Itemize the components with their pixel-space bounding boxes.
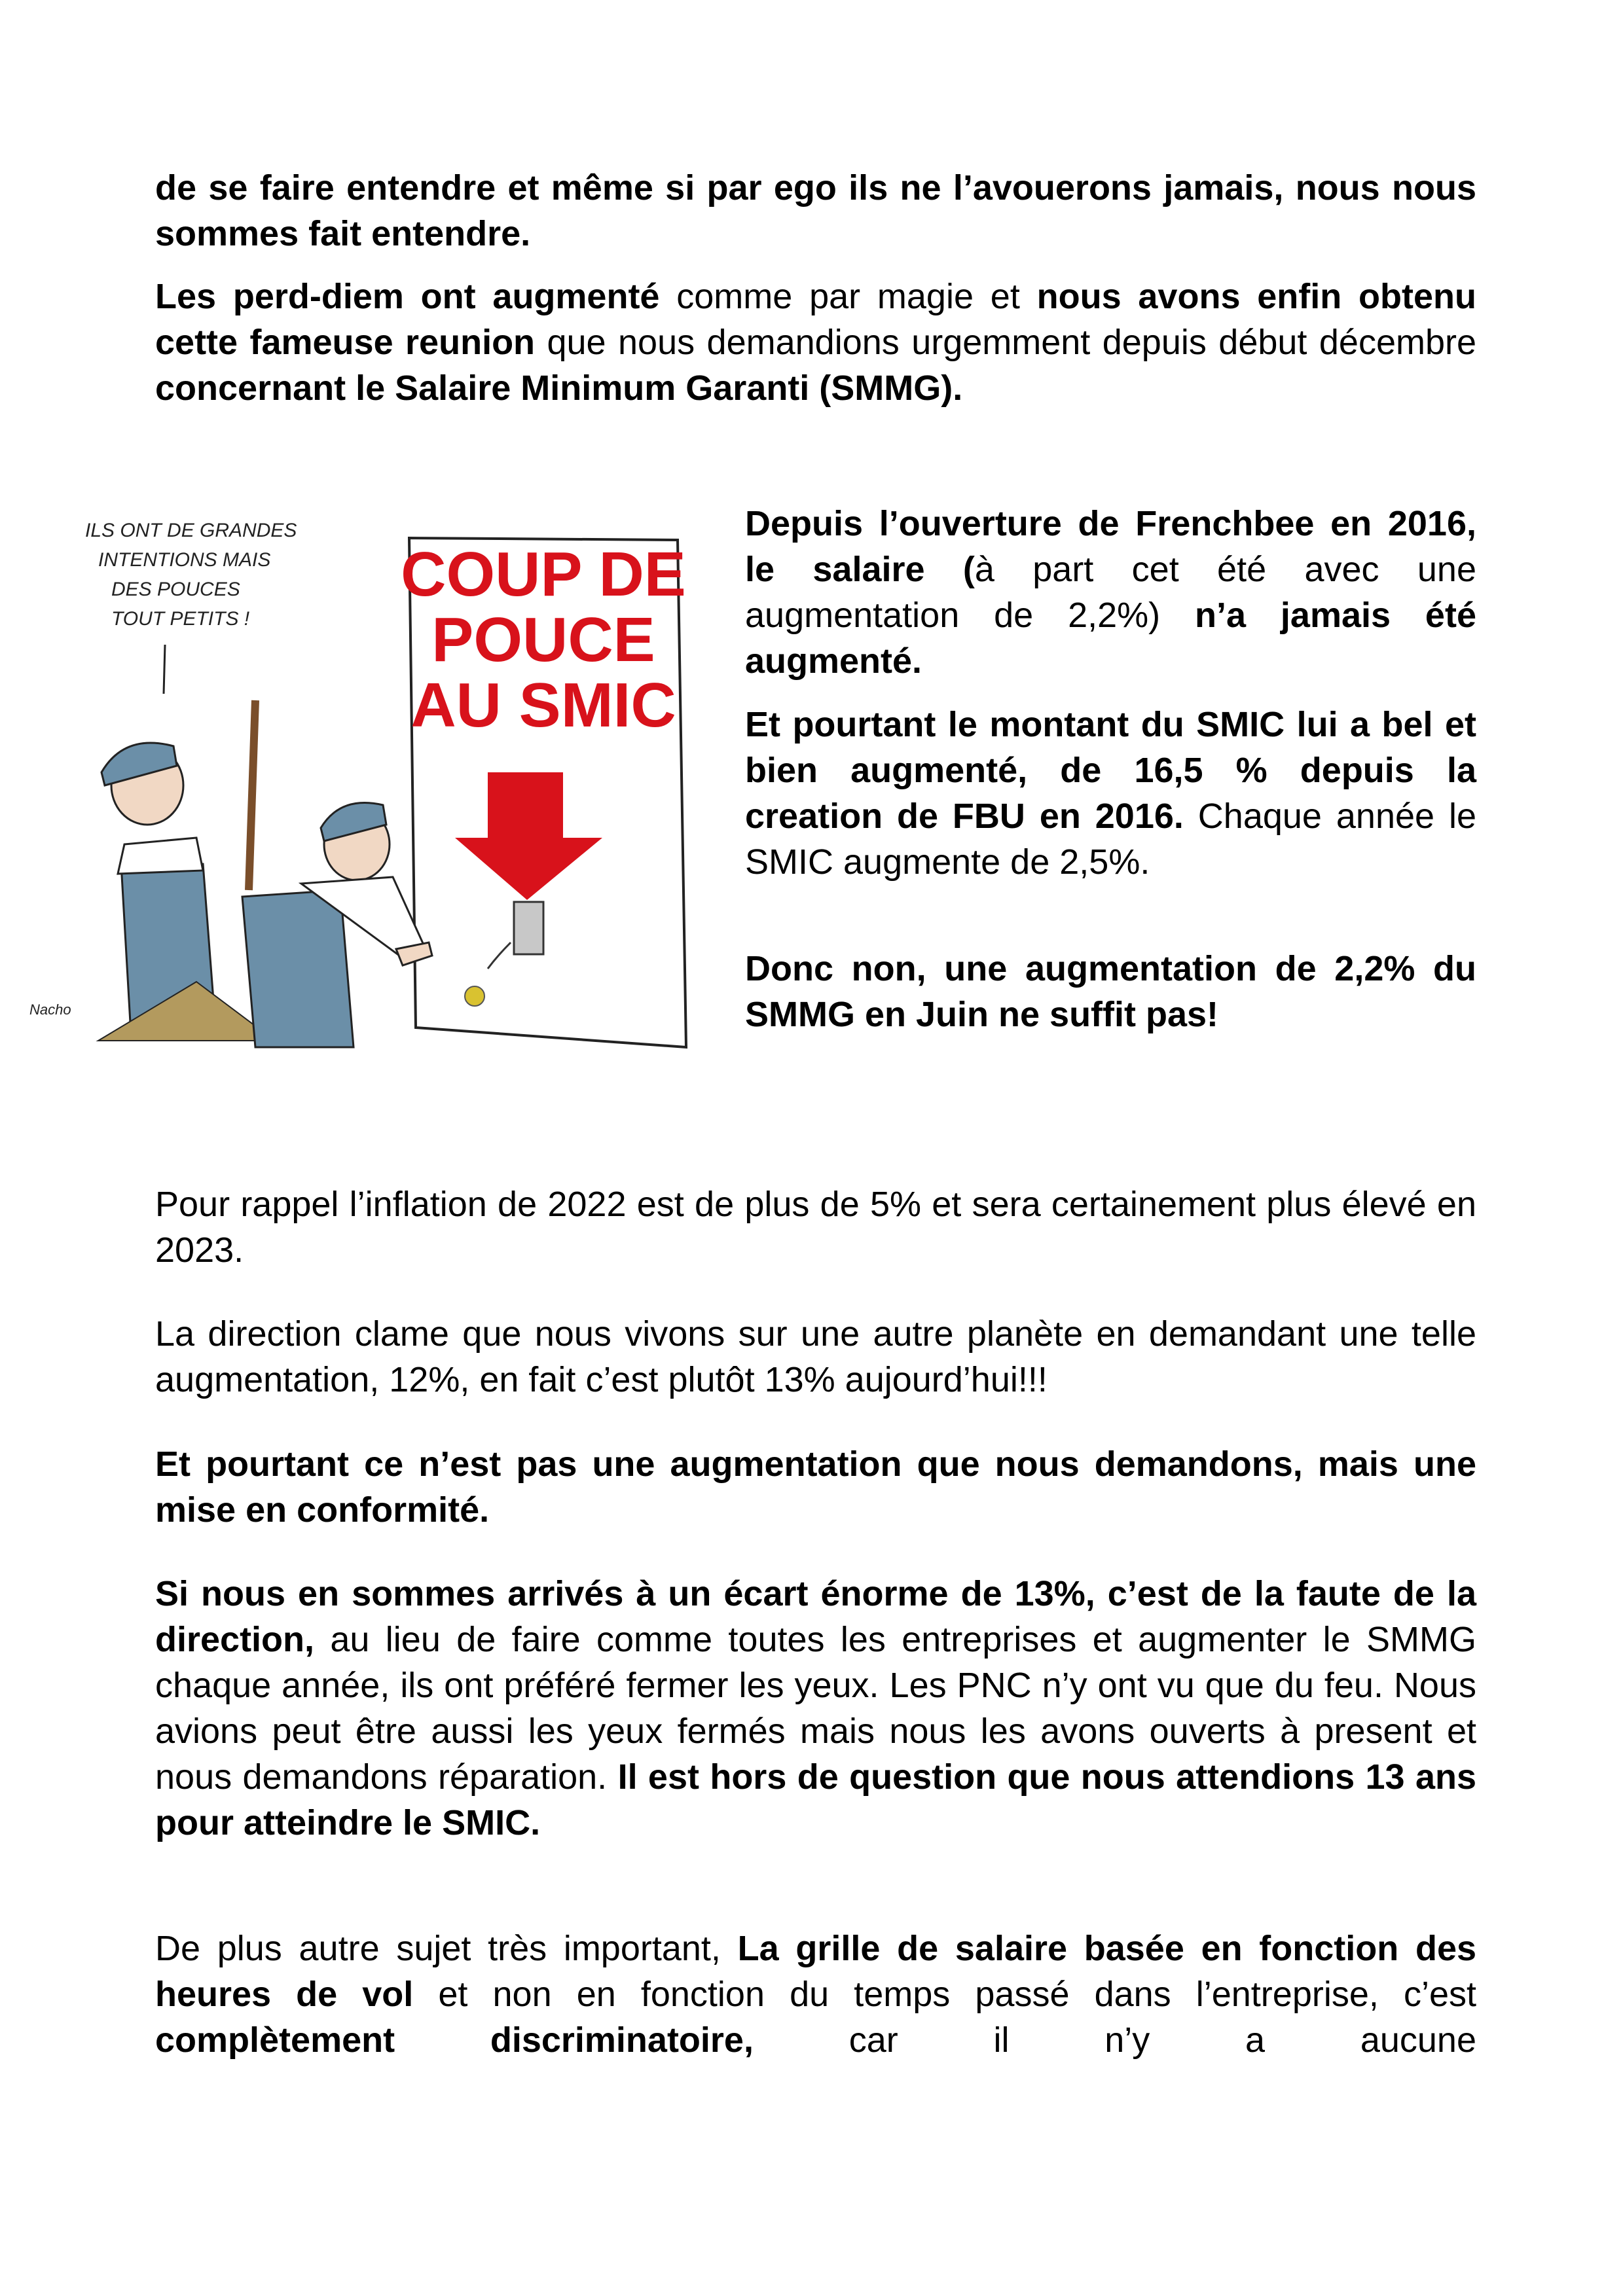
text-run: De plus autre sujet très important, <box>155 1929 738 1968</box>
paragraph-compliance <box>155 1441 1476 1533</box>
text-run: Et pourtant le montant du SMIC lui a bel et bien augmenté, de 16,5 % depuis la creation de FBU en 2016. <box>745 705 1476 836</box>
cartoon-signature: Nacho <box>29 1001 71 1018</box>
text-run: complètement discriminatoire, <box>155 2020 754 2060</box>
cartoon-speech <box>85 520 297 630</box>
paragraph-salary-grid <box>155 1926 1476 2063</box>
text-run: Les perd-diem ont augmenté <box>155 277 660 316</box>
sign-line: AU SMIC <box>410 670 676 740</box>
speech-line: INTENTIONS MAIS <box>98 549 271 571</box>
speech-line: TOUT PETITS ! <box>111 608 250 630</box>
paragraph-intro-continuation <box>155 165 1476 257</box>
text-run: Chaque année le SMIC augmente de 2,5%. <box>745 797 1476 882</box>
speech-pointer <box>164 645 165 694</box>
text-run: Et pourtant ce n’est pas une augmentation que nous demandons, mais une mise en conformité. <box>155 1444 1476 1530</box>
cartoon-illustration <box>26 497 694 1054</box>
worker-right-icon <box>242 803 432 1047</box>
paragraph-frenchbee-salary <box>745 501 1476 684</box>
coin-slot-icon <box>514 902 543 954</box>
text-run: La grille de salaire basée en fonction des heures de vol <box>155 1929 1477 2014</box>
paragraph-smic-increase <box>745 702 1476 885</box>
text-run: à part cet été avec une augmentation de 2,2%) <box>745 550 1476 635</box>
text-run: nous avons enfin obtenu cette fameuse reunion <box>155 277 1476 362</box>
text-run: Donc non, une augmentation de 2,2% du SMMG en Juin ne suffit pas! <box>745 949 1476 1034</box>
paragraph-inflation <box>155 1181 1476 1273</box>
worker-left-icon <box>98 700 275 1041</box>
speech-line: DES POUCES <box>111 579 240 600</box>
paragraph-direction-claims <box>155 1311 1476 1403</box>
text-run: La direction clame que nous vivons sur une autre planète en demandant une telle augmentation, 12%, en fait c’est plutôt 13% aujourd’hui!!! <box>155 1314 1476 1399</box>
text-run: Il est hors de question que nous attendions 13 ans pour atteindre le SMIC. <box>155 1757 1477 1842</box>
text-run: Si nous en sommes arrivés à un écart énorme de 13%, c’est de la faute de la direction, <box>155 1574 1476 1659</box>
text-run: que nous demandions urgemment depuis début décembre <box>535 323 1476 362</box>
text-run: de se faire entendre et même si par ego ils ne l’avouerons jamais, nous nous sommes fait entendre. <box>155 168 1476 253</box>
sign-line: POUCE <box>431 605 655 675</box>
paragraph-not-enough <box>745 946 1476 1037</box>
text-run: comme par magie et <box>659 277 1037 316</box>
text-run: concernant le Salaire Minimum Garanti (SMMG). <box>155 368 963 408</box>
text-run: car il n’y a aucune <box>753 2020 1476 2060</box>
text-run: au lieu de faire comme toutes les entreprises et augmenter le SMMG chaque année, ils ont préféré fermer les yeux. Les PNC n’y ont vu que du feu. Nous avions peut être aussi les yeux fermés mais nous les avons ouverts à present et nous demandons réparation. <box>155 1620 1476 1797</box>
text-run: n’a jamais été augmenté. <box>745 596 1476 681</box>
paragraph-gap-fault <box>155 1571 1476 1846</box>
speech-line: ILS ONT DE GRANDES <box>85 520 297 541</box>
text-run: Depuis l’ouverture de Frenchbee en 2016, le salaire ( <box>745 504 1476 589</box>
paragraph-perdiem <box>155 274 1476 411</box>
text-run: et non en fonction du temps passé dans l’entreprise, c’est <box>413 1975 1476 2014</box>
text-run: Pour rappel l’inflation de 2022 est de plus de 5% et sera certainement plus élevé en 2023. <box>155 1185 1476 1270</box>
sign-line: COUP DE <box>401 539 686 609</box>
sign-text <box>401 539 686 740</box>
coin-icon <box>465 986 484 1006</box>
